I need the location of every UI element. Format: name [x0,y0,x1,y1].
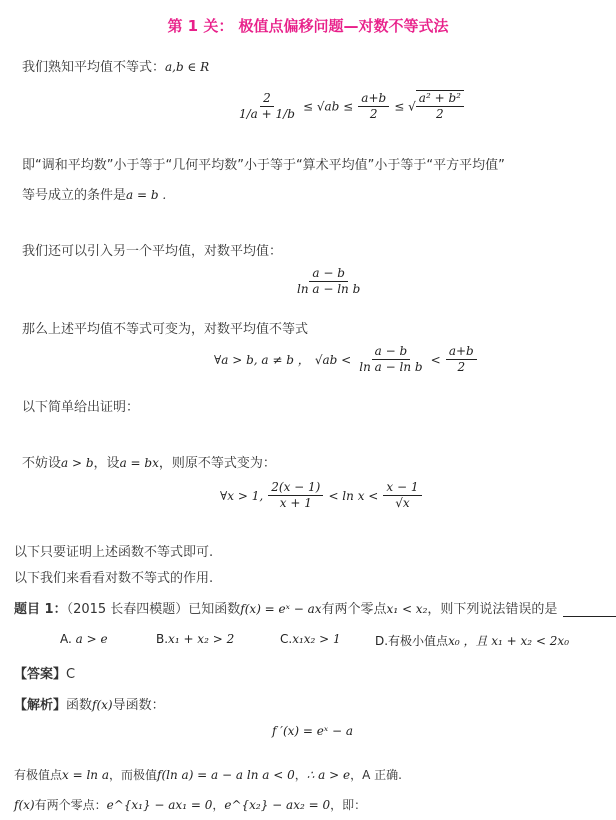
answer-line: 【答案】C [14,667,76,682]
analysis-line-a2: f(x)有两个零点：e^{x₁} − ax₁ = 0，e^{x₂} − ax₂ = 0，即： [14,798,367,812]
analysis-line-a1: 有极值点x = ln a，而极值f(ln a) = a − a ln a < 0，∴ a > e，A 正确. [14,768,402,782]
answer-blank [563,604,616,617]
intro-line2: 即“调和平均数”小于等于“几何平均数”小于等于“算术平均值”小于等于“平方平均值” [22,158,505,173]
proof-line2: 以下只要证明上述函数不等式即可. [14,545,214,560]
mean-inequality-formula: $\frac{2}{1/a + 1/b}$ ≤ √ab ≤ $\frac{a+b}{2}$ ≤ √ $\frac{\text{a² + b²}}{2}$ [236,90,464,122]
log-mean-line2: 那么上述平均值不等式可变为，对数平均值不等式 [22,322,309,337]
option-d: D.有极小值点x₀ ，且 x₁ + x₂ < 2x₀ [375,634,570,648]
log-mean-formula: $\frac{a - b}{\text{ln a − ln b}}$ [297,266,361,296]
analysis-line: 【解析】函数f(x)导函数： [14,698,165,713]
intro-line1: 我们熟知平均值不等式：a,b ∈ R [22,60,210,75]
proof-line3: 以下我们来看看对数不等式的作用. [14,571,214,586]
option-c: C.x₁x₂ > 1 [280,632,341,646]
derivative-formula: f ′(x) = eˣ − a [272,724,353,738]
proof-line: 不妨设a > b，设a = bx，则原不等式变为： [22,456,276,471]
proof-formula: ∀x > 1, $\frac{2(x - 1)}{x + 1}$ < ln x < $\frac{x - 1}{√x}$ [220,480,422,511]
log-mean-inequality: ∀a > b, a ≠ b ， √ab < $\frac{a - b}{\text{ln a − ln b}}$ < $\frac{a+b}{2}$ [214,344,477,375]
option-a: A. a > e [60,632,108,646]
option-b: B.x₁ + x₂ > 2 [156,632,235,646]
problem-statement: 题目 1：（2015 长春四模题）已知函数f(x) = eˣ − ax有两个零点x₁ < x₂，则下列说法错误的是 [14,598,616,617]
log-mean-line: 我们还可以引入另一个平均值，对数平均值： [22,244,283,259]
intro-line3: 等号成立的条件是a = b . [22,188,167,203]
page-title: 第 1 关： 极值点偏移问题—对数不等式法 [167,17,449,35]
log-mean-line3: 以下简单给出证明： [22,400,140,415]
